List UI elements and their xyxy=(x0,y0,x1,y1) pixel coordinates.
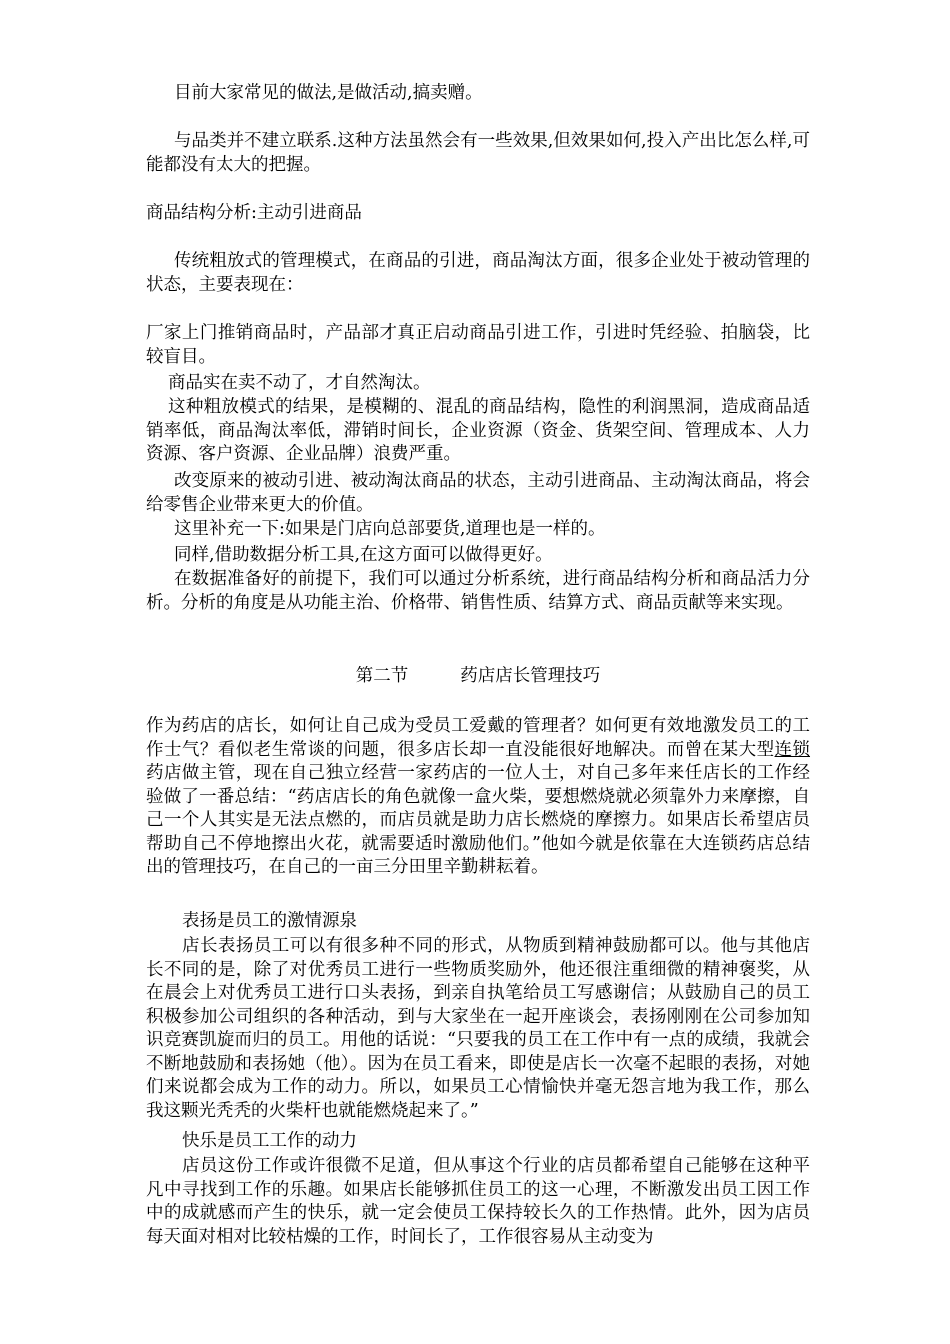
paragraph-14: 店长表扬员工可以有很多种不同的形式，从物质到精神鼓励都可以。他与其他店长不同的是，除了对优秀员工进行一些物质奖励外，他还很注重细微的精神褒奖，从在晨会上对优秀员工进行口头表扬，到亲自执笔给员工写感谢信；从鼓励自己的员工积极参加公司组织的各种活动，到与大家坐在一起开座谈会，表扬刚刚在公司参加知识竞赛凯旋而归的员工。用他的话说：“只要我的员工在工作中有一点的成绩，我就会不断地鼓励和表扬她（他）。因为在员工看来，即使是店长一次毫不起眼的表扬，对她们来说都会成为工作的动力。所以，如果员工心情愉快并毫无怨言地为我工作，那么我这颗光秃秃的火柴杆也就能燃烧起来了。” xyxy=(146,936,810,1121)
section-title xyxy=(146,665,810,689)
paragraph-5: 厂家上门推销商品时，产品部才真正启动商品引进工作，引进时凭经验、拍脑袋，比较盲目。 xyxy=(146,323,810,367)
section-number: 第二节 xyxy=(355,666,409,686)
paragraph-12-text-b: 药店做主管，现在自己独立经营一家药店的一位人士，对自己多年来任店长的工作经验做了一番总结：“药店店长的角色就像一盒火柴，要想燃烧就必须靠外力来摩擦，自己一个人其实是无法点燃的，而店员就是助力店长燃烧的摩擦力。如果店长希望店员帮助自己不停地擦出火花，就需要适时激励他们。”他如今就是依靠在大连锁药店总结出的管理技巧，在自己的一亩三分田里辛勤耕耘着。 xyxy=(146,763,810,877)
paragraph-2: 与品类并不建立联系.这种方法虽然会有一些效果,但效果如何,投入产出比怎么样,可能都没有太大的把握。 xyxy=(146,131,810,175)
paragraph-9: 这里补充一下:如果是门店向总部要货,道理也是一样的。 xyxy=(174,519,606,539)
section-heading: 药店店长管理技巧 xyxy=(460,666,601,686)
paragraph-6: 商品实在卖不动了，才自然淘汰。 xyxy=(168,373,431,393)
chain-store-link[interactable]: 连锁 xyxy=(774,739,811,760)
paragraph-7: 这种粗放模式的结果，是模糊的、混乱的商品结构，隐性的利润黑洞，造成商品适销率低，商品淘汰率低，滞销时间长，企业资源（资金、货架空间、管理成本、人力资源、客户资源、企业品牌）浪费严重。 xyxy=(146,397,810,464)
paragraph-heading-structure: 商品结构分析:主动引进商品 xyxy=(146,203,362,223)
paragraph-8: 改变原来的被动引进、被动淘汰商品的状态，主动引进商品、主动淘汰商品，将会给零售企业带来更大的价值。 xyxy=(146,471,810,515)
subheading-happiness: 快乐是员工工作的动力 xyxy=(182,1131,357,1151)
paragraph-12-text-a: 作为药店的店长，如何让自己成为受员工爱戴的管理者？如何更有效地激发员工的工作士气？看似老生常谈的问题，很多店长却一直没能很好地解决。而曾在某大型 xyxy=(146,716,810,760)
subheading-praise: 表扬是员工的激情源泉 xyxy=(182,911,357,931)
paragraph-1: 目前大家常见的做法,是做活动,搞卖赠。 xyxy=(174,83,483,103)
paragraph-10: 同样,借助数据分析工具,在这方面可以做得更好。 xyxy=(174,545,553,565)
paragraph-12 xyxy=(146,715,810,880)
paragraph-11: 在数据准备好的前提下，我们可以通过分析系统，进行商品结构分析和商品活力分析。分析的角度是从功能主治、价格带、销售性质、结算方式、商品贡献等来实现。 xyxy=(146,569,810,613)
paragraph-16: 店员这份工作或许很微不足道，但从事这个行业的店员都希望自己能够在这种平凡中寻找到工作的乐趣。如果店长能够抓住员工的这一心理，不断激发出员工因工作中的成就感而产生的快乐，就一定会使员工保持较长久的工作热情。此外，因为店员每天面对相对比较枯燥的工作，时间长了，工作很容易从主动变为 xyxy=(146,1156,810,1247)
paragraph-4: 传统粗放式的管理模式，在商品的引进，商品淘汰方面，很多企业处于被动管理的状态，主要表现在： xyxy=(146,251,810,295)
